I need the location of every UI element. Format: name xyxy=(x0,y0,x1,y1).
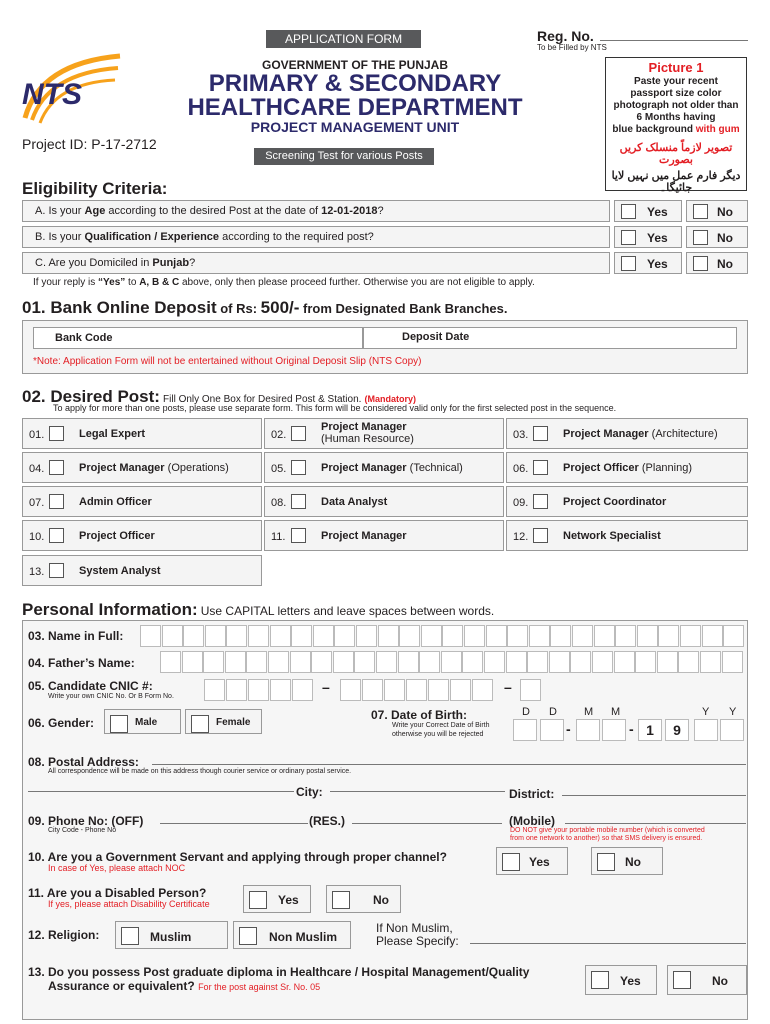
char-cell[interactable] xyxy=(225,651,246,673)
post-number: 05. xyxy=(271,463,287,475)
cnic-cell[interactable] xyxy=(270,679,291,701)
dob-cell[interactable]: 9 xyxy=(665,719,689,741)
char-cell[interactable] xyxy=(615,625,636,647)
char-cell[interactable] xyxy=(140,625,161,647)
post-label: Project Manager (Operations) xyxy=(79,462,229,474)
screening-banner: Screening Test for various Posts xyxy=(254,148,434,165)
gender-female[interactable]: Female xyxy=(185,709,262,734)
disabled-question: 11. Are you a Disabled Person? xyxy=(28,886,207,900)
char-cell[interactable] xyxy=(205,625,226,647)
post-label: Project Officer xyxy=(79,530,155,542)
post-number: 04. xyxy=(29,463,45,475)
mobile-line[interactable] xyxy=(565,823,746,824)
post-checkbox[interactable] xyxy=(49,426,64,441)
char-cell[interactable] xyxy=(657,651,678,673)
pg-question-2: Assurance or equivalent? For the post against Sr. No. 05 xyxy=(48,979,321,993)
dob-dash: - xyxy=(629,721,634,737)
eligibility-title: Eligibility Criteria: xyxy=(22,179,168,198)
char-cell[interactable] xyxy=(334,625,355,647)
post-title: 02. Desired Post: Fill Only One Box for Desired Post & Station. (Mandatory) xyxy=(22,387,416,406)
post-checkbox[interactable] xyxy=(533,528,548,543)
char-cell[interactable] xyxy=(398,651,419,673)
post-label: Data Analyst xyxy=(321,496,388,508)
religion-non-muslim[interactable]: Non Muslim xyxy=(233,921,351,949)
cnic-cell[interactable] xyxy=(226,679,247,701)
reg-no-sub: To be Filled by NTS xyxy=(537,43,607,52)
gender-label: 06. Gender: xyxy=(28,716,95,730)
dob-cell[interactable]: 1 xyxy=(638,719,662,741)
father-label: 04. Father’s Name: xyxy=(28,656,135,670)
char-cell[interactable] xyxy=(378,625,399,647)
char-cell[interactable] xyxy=(506,651,527,673)
disabled-yes[interactable]: Yes xyxy=(243,885,311,913)
picture-l5: blue background xyxy=(612,124,693,135)
post-checkbox[interactable] xyxy=(49,460,64,475)
name-label: 03. Name in Full: xyxy=(28,629,124,643)
address-sub: All correspondence will be made on this address though courier service or ordinary postal service. xyxy=(48,768,352,775)
char-cell[interactable] xyxy=(549,651,570,673)
cnic-cell[interactable] xyxy=(450,679,471,701)
dob-letter: M xyxy=(584,706,594,718)
non-muslim-label-1: If Non Muslim, xyxy=(376,921,453,935)
criterion-b: B. Is your Qualification / Experience according to the required post? xyxy=(22,226,610,248)
dob-sub-1: Write your Correct Date of Birth xyxy=(392,722,490,729)
post-checkbox[interactable] xyxy=(533,426,548,441)
cnic-cell[interactable] xyxy=(428,679,449,701)
dept-title-1: PRIMARY & SECONDARY xyxy=(208,70,502,97)
bank-title: 01. Bank Online Deposit of Rs: 500/- from Designated Bank Branches. xyxy=(22,298,508,317)
eligibility-note: If your reply is “Yes” to A, B & C above, only then please proceed further. Otherwise you are not eligible to apply. xyxy=(33,277,535,288)
char-cell[interactable] xyxy=(160,651,181,673)
post-label: Project Coordinator xyxy=(563,496,667,508)
criterion-a-yes[interactable]: Yes xyxy=(614,200,682,222)
char-cell[interactable] xyxy=(182,651,203,673)
cnic-cell[interactable] xyxy=(520,679,541,701)
post-option-09[interactable] xyxy=(506,486,748,517)
criterion-b-yes[interactable]: Yes xyxy=(614,226,682,248)
char-cell[interactable] xyxy=(722,651,743,673)
post-option-05[interactable] xyxy=(264,452,504,483)
cnic-cell[interactable] xyxy=(362,679,383,701)
post-checkbox[interactable] xyxy=(533,460,548,475)
post-option-07[interactable] xyxy=(22,486,262,517)
post-label: Project Manager (Technical) xyxy=(321,462,463,474)
phone-label: 09. Phone No: (OFF) xyxy=(28,814,144,828)
reg-no-line[interactable] xyxy=(600,40,748,41)
char-cell[interactable] xyxy=(635,651,656,673)
dob-cell[interactable] xyxy=(513,719,537,741)
char-cell[interactable] xyxy=(246,651,267,673)
char-cell[interactable] xyxy=(507,625,528,647)
res-label: (RES.) xyxy=(309,814,345,828)
char-cell[interactable] xyxy=(723,625,744,647)
char-cell[interactable] xyxy=(462,651,483,673)
post-option-02[interactable] xyxy=(264,418,504,449)
char-cell[interactable] xyxy=(270,625,291,647)
char-cell[interactable] xyxy=(529,625,550,647)
address-line-2[interactable] xyxy=(28,791,294,792)
dob-label: 07. Date of Birth: xyxy=(371,708,468,722)
post-label: Project Manager (Architecture) xyxy=(563,428,718,440)
criterion-c-no[interactable]: No xyxy=(686,252,748,274)
criterion-a-no[interactable]: No xyxy=(686,200,748,222)
religion-muslim[interactable]: Muslim xyxy=(115,921,228,949)
post-number: 06. xyxy=(513,463,529,475)
picture-l1: Paste your recent xyxy=(634,76,718,87)
char-cell[interactable] xyxy=(572,625,593,647)
picture-l4: 6 Months having xyxy=(636,112,716,123)
char-cell[interactable] xyxy=(484,651,505,673)
city-line[interactable] xyxy=(330,791,505,792)
non-muslim-line[interactable] xyxy=(470,943,746,944)
dob-letter: M xyxy=(611,706,621,718)
govt-question: 10. Are you a Government Servant and applying through proper channel? xyxy=(28,850,447,864)
dob-cell[interactable] xyxy=(576,719,600,741)
cnic-label: 05. Candidate CNIC #: xyxy=(28,679,153,693)
char-cell[interactable] xyxy=(678,651,699,673)
phone-off-line[interactable] xyxy=(160,823,308,824)
criterion-b-no[interactable]: No xyxy=(686,226,748,248)
post-number: 09. xyxy=(513,497,529,509)
char-cell[interactable] xyxy=(183,625,204,647)
dob-letter: D xyxy=(522,706,530,718)
post-checkbox[interactable] xyxy=(291,528,306,543)
govt-punjab: GOVERNMENT OF THE PUNJAB xyxy=(261,58,448,72)
char-cell[interactable] xyxy=(313,625,334,647)
nts-logo-text: NTS xyxy=(22,78,82,111)
post-number: 07. xyxy=(29,497,45,509)
char-cell[interactable] xyxy=(637,625,658,647)
pg-yes[interactable]: Yes xyxy=(585,965,657,995)
cnic-sub: Write your own CNIC No. Or B Form No. xyxy=(48,693,174,700)
char-cell[interactable] xyxy=(594,625,615,647)
char-cell[interactable] xyxy=(614,651,635,673)
dob-sub-2: otherwise you will be rejected xyxy=(392,731,484,738)
char-cell[interactable] xyxy=(486,625,507,647)
cnic-dash-2: – xyxy=(504,679,512,695)
char-cell[interactable] xyxy=(592,651,613,673)
dob-cell[interactable] xyxy=(602,719,626,741)
application-form-banner: APPLICATION FORM xyxy=(266,30,421,48)
city-label: City: xyxy=(296,785,323,799)
reg-no-label: Reg. No. xyxy=(537,28,594,44)
picture-urdu-1: تصویر لازماً منسلک کریں بصورت xyxy=(619,142,733,166)
pg-question-1: 13. Do you possess Post graduate diploma in Healthcare / Hospital Management/Quality xyxy=(28,965,530,979)
char-cell[interactable] xyxy=(421,625,442,647)
post-number: 11. xyxy=(271,531,286,543)
char-cell[interactable] xyxy=(680,625,701,647)
char-cell[interactable] xyxy=(248,625,269,647)
cnic-cell[interactable] xyxy=(204,679,225,701)
dob-letter: Y xyxy=(729,706,737,718)
post-option-03[interactable] xyxy=(506,418,748,449)
char-cell[interactable] xyxy=(702,625,723,647)
char-cell[interactable] xyxy=(226,625,247,647)
post-number: 12. xyxy=(513,531,529,543)
post-number: 02. xyxy=(271,429,287,441)
criterion-c-yes[interactable]: Yes xyxy=(614,252,682,274)
picture-l2: passport size color xyxy=(630,88,722,99)
cnic-cell[interactable] xyxy=(406,679,427,701)
post-label: Legal Expert xyxy=(79,428,146,440)
char-cell[interactable] xyxy=(290,651,311,673)
char-cell[interactable] xyxy=(658,625,679,647)
post-checkbox[interactable] xyxy=(533,494,548,509)
govt-no[interactable]: No xyxy=(591,847,663,875)
dob-cell[interactable] xyxy=(720,719,744,741)
address-label: 08. Postal Address: xyxy=(28,755,139,769)
char-cell[interactable] xyxy=(550,625,571,647)
char-cell[interactable] xyxy=(441,651,462,673)
char-cell[interactable] xyxy=(354,651,375,673)
cnic-cell[interactable] xyxy=(292,679,313,701)
char-cell[interactable] xyxy=(203,651,224,673)
mobile-label: (Mobile) xyxy=(509,814,555,828)
post-checkbox[interactable] xyxy=(49,563,64,578)
post-option-12[interactable] xyxy=(506,520,748,551)
post-label: Admin Officer xyxy=(79,496,152,508)
dept-title-2: HEALTHCARE DEPARTMENT xyxy=(187,94,523,121)
picture-l3: photograph not older than xyxy=(613,100,739,111)
project-id: Project ID: P-17-2712 xyxy=(22,136,157,152)
post-checkbox[interactable] xyxy=(291,494,306,509)
post-note: To apply for more than one posts, please use separate form. This form will be considered valid only for the first selected post in the sequence. xyxy=(53,403,617,413)
char-cell[interactable] xyxy=(442,625,463,647)
phone-res-line[interactable] xyxy=(352,823,502,824)
mobile-sub-2: from one network to another) so that SMS delivery is ensured. xyxy=(510,835,703,842)
bank-note: *Note: Application Form will not be entertained without Original Deposit Slip (NTS Copy) xyxy=(33,356,422,367)
cnic-cell[interactable] xyxy=(472,679,493,701)
post-label: Project Manager xyxy=(321,530,407,542)
picture-urdu-2: دیگر فارم عمل میں نہیں لایا جائیگا۔ xyxy=(611,170,741,194)
char-cell[interactable] xyxy=(311,651,332,673)
post-checkbox[interactable] xyxy=(291,460,306,475)
govt-yes[interactable]: Yes xyxy=(496,847,568,875)
char-cell[interactable] xyxy=(399,625,420,647)
district-line[interactable] xyxy=(562,795,746,796)
cnic-cell[interactable] xyxy=(340,679,361,701)
post-option-08[interactable] xyxy=(264,486,504,517)
criterion-a: A. Is your Age according to the desired Post at the date of 12-01-2018? xyxy=(22,200,610,222)
post-option-01[interactable] xyxy=(22,418,262,449)
post-number: 13. xyxy=(29,566,45,578)
char-cell[interactable] xyxy=(162,625,183,647)
post-option-10[interactable] xyxy=(22,520,262,551)
pg-no[interactable]: No xyxy=(667,965,747,995)
char-cell[interactable] xyxy=(356,625,377,647)
post-number: 08. xyxy=(271,497,287,509)
dob-cell[interactable] xyxy=(694,719,718,741)
gender-male[interactable]: Male xyxy=(104,709,181,734)
post-option-11[interactable] xyxy=(264,520,504,551)
char-cell[interactable] xyxy=(464,625,485,647)
char-cell[interactable] xyxy=(700,651,721,673)
post-number: 03. xyxy=(513,429,529,441)
disabled-no[interactable]: No xyxy=(326,885,401,913)
post-checkbox[interactable] xyxy=(291,426,306,441)
post-option-13[interactable] xyxy=(22,555,262,586)
bank-code-label: Bank Code xyxy=(55,332,113,344)
dob-dash: - xyxy=(566,721,571,737)
dob-cell[interactable] xyxy=(540,719,564,741)
personal-title: Personal Information: Use CAPITAL letters and leave spaces between words. xyxy=(22,600,495,619)
religion-label: 12. Religion: xyxy=(28,928,100,942)
picture-title: Picture 1 xyxy=(648,60,704,75)
deposit-date-label: Deposit Date xyxy=(402,331,470,343)
post-label: Project Officer (Planning) xyxy=(563,462,693,474)
district-label: District: xyxy=(509,787,555,801)
char-cell[interactable] xyxy=(333,651,354,673)
post-label: Project Manager (Human Resource) xyxy=(321,421,414,445)
post-checkbox[interactable] xyxy=(49,528,64,543)
mobile-sub-1: DO NOT give your portable mobile number (which is converted xyxy=(510,827,705,834)
char-cell[interactable] xyxy=(419,651,440,673)
post-label: System Analyst xyxy=(79,565,161,577)
char-cell[interactable] xyxy=(268,651,289,673)
criterion-c: C. Are you Domiciled in Punjab? xyxy=(22,252,610,274)
picture-box[interactable] xyxy=(605,57,747,194)
char-cell[interactable] xyxy=(527,651,548,673)
post-label: Network Specialist xyxy=(563,530,661,542)
govt-sub: In case of Yes, please attach NOC xyxy=(48,863,186,873)
dob-letter: Y xyxy=(702,706,710,718)
char-cell[interactable] xyxy=(376,651,397,673)
cnic-cell[interactable] xyxy=(384,679,405,701)
post-number: 10. xyxy=(29,531,45,543)
post-option-06[interactable] xyxy=(506,452,748,483)
post-number: 01. xyxy=(29,429,45,441)
char-cell[interactable] xyxy=(570,651,591,673)
dob-letter: D xyxy=(549,706,557,718)
picture-l5b: with gum xyxy=(695,124,740,135)
address-line-1[interactable] xyxy=(152,764,746,765)
post-option-04[interactable] xyxy=(22,452,262,483)
phone-sub: City Code - Phone No xyxy=(48,827,117,834)
cnic-dash-1: – xyxy=(322,679,330,695)
post-checkbox[interactable] xyxy=(49,494,64,509)
pmu-title: PROJECT MANAGEMENT UNIT xyxy=(250,119,460,135)
disabled-sub: If yes, please attach Disability Certificate xyxy=(48,899,210,909)
char-cell[interactable] xyxy=(291,625,312,647)
cnic-cell[interactable] xyxy=(248,679,269,701)
non-muslim-label-2: Please Specify: xyxy=(376,934,459,948)
